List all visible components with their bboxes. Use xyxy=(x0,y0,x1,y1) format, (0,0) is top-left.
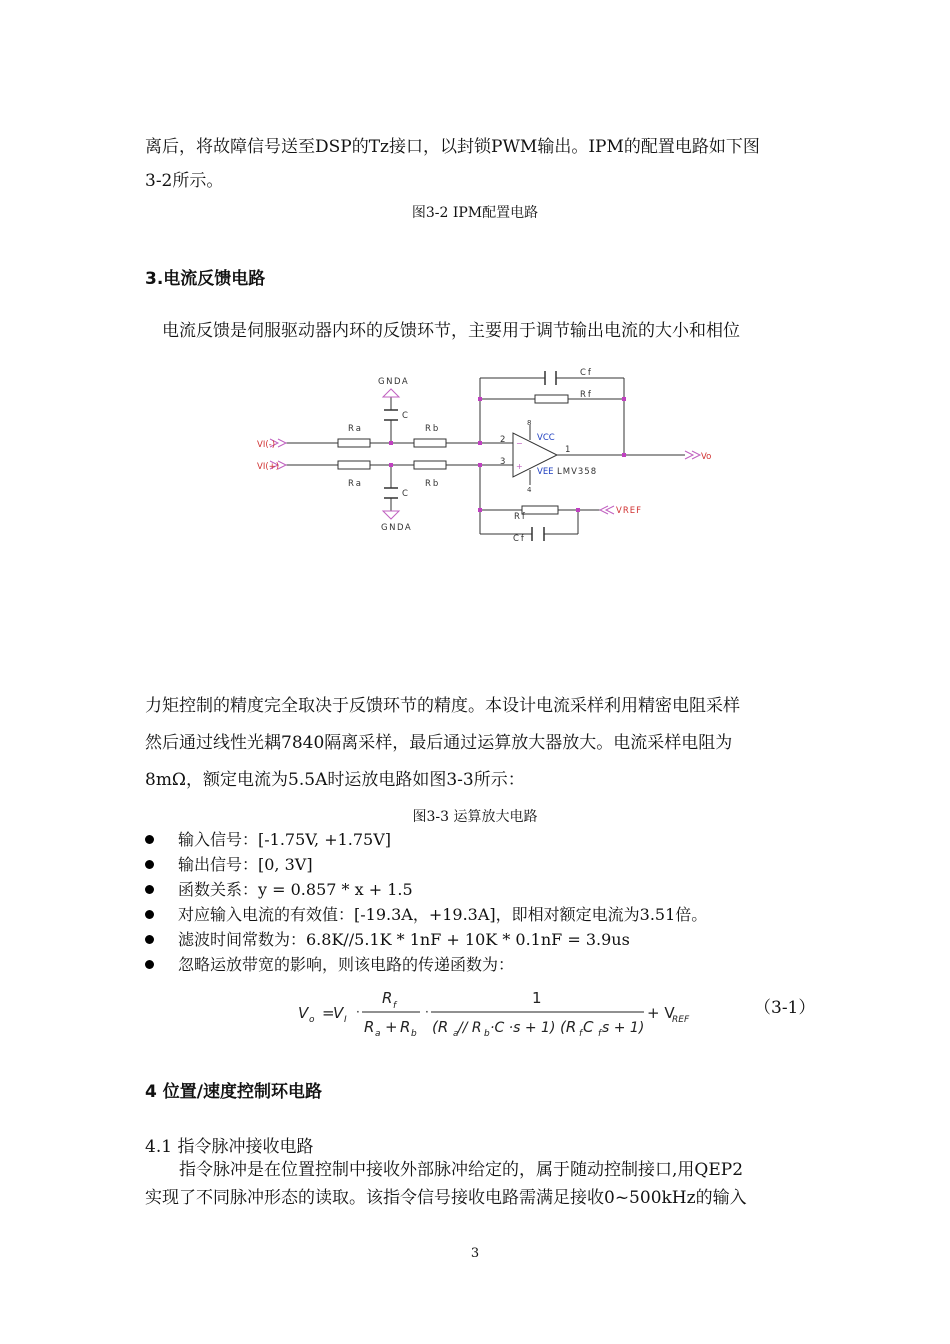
list-item: 函数关系：y = 0.857 * x + 1.5 xyxy=(145,877,707,902)
eq-vref-sub: REF xyxy=(672,1015,690,1025)
gnda-top-symbol xyxy=(383,389,399,397)
eq-ra-sub: a xyxy=(375,1029,381,1039)
resistor-ra-bottom xyxy=(338,461,370,469)
bullet-dot xyxy=(145,860,154,869)
rb-top-label: Rb xyxy=(425,424,441,434)
gnda-top-label: GNDA xyxy=(378,377,410,387)
eq-den3-cf: f xyxy=(598,1029,602,1039)
vo-label: Vo xyxy=(701,452,712,462)
eq-den3-c: C xyxy=(583,1018,594,1036)
page-number: 3 xyxy=(470,1246,480,1261)
list-item: 输入信号：[-1.75V, +1.75V] xyxy=(145,827,707,852)
section-4-1-line-2: 实现了不同脉冲形态的读取。该指令信号接收电路需满足接收0~500kHz的输入 xyxy=(145,1188,747,1208)
figure-3-3-caption: 图3-3 运算放大电路 xyxy=(412,809,538,825)
opamp-minus-sign: − xyxy=(516,439,523,448)
opamp-plus-sign: + xyxy=(516,462,523,471)
eq-vo: V xyxy=(298,1004,309,1022)
resistor-rb-top xyxy=(414,439,446,447)
gnda-bottom-symbol xyxy=(383,511,399,519)
eq-rf-sub: f xyxy=(393,1001,397,1011)
eq-den2-c: ·C ·s + 1) xyxy=(490,1020,556,1036)
body-paragraph xyxy=(145,688,810,799)
rb-bottom-label: Rb xyxy=(425,479,441,489)
vo-arrow xyxy=(685,451,693,459)
bullet-dot xyxy=(145,885,154,894)
body-line-2: 然后通过线性光耦7840隔离采样，最后通过运算放大器放大。电流采样电阻为 xyxy=(145,733,733,753)
pin-8-label: 8 xyxy=(527,419,532,427)
vee-label: VEE xyxy=(537,467,554,477)
intro-paragraph xyxy=(145,130,810,198)
eq-vi-sub: I xyxy=(344,1015,347,1025)
section-4-heading: 4 位置/速度控制环电路 xyxy=(145,1082,322,1102)
eq-plus: + xyxy=(385,1018,398,1036)
section-4-1-paragraph xyxy=(145,1156,810,1212)
current-feedback-schematic xyxy=(250,360,730,560)
eq-ra: R xyxy=(364,1018,375,1036)
resistor-rb-bottom xyxy=(414,461,446,469)
intro-line-1: 离后，将故障信号送至DSP的Tz接口，以封锁PWM输出。IPM的配置电路如下图 xyxy=(145,137,760,157)
pin-4-label: 4 xyxy=(527,486,532,494)
pin-1-label: 1 xyxy=(565,445,571,455)
list-item: 对应输入电流的有效值：[-19.3A，+19.3A]，即相对额定电流为3.51倍。 xyxy=(145,902,707,927)
body-line-3: 8mΩ，额定电流为5.5A时运放电路如图3-3所示： xyxy=(145,770,525,790)
vref-label: VREF xyxy=(616,506,642,516)
eq-dot-2: · xyxy=(425,1005,429,1019)
eq-den3-end: s + 1) xyxy=(602,1020,645,1036)
vcc-label: VCC xyxy=(537,433,555,443)
eq-den3: (R xyxy=(560,1018,577,1036)
vi-plus-label: VI(+) xyxy=(257,462,280,472)
eq-den2: (R xyxy=(432,1018,449,1036)
body-line-1: 力矩控制的精度完全取决于反馈环节的精度。本设计电流采样利用精密电阻采样 xyxy=(145,696,740,716)
section-3-heading: 3.电流反馈电路 xyxy=(145,269,266,289)
bullet-dot xyxy=(145,835,154,844)
intro-line-2: 3-2所示。 xyxy=(145,171,224,191)
section-4-1-heading: 4.1 指令脉冲接收电路 xyxy=(145,1137,314,1157)
section-4-1-line-1: 指令脉冲是在位置控制中接收外部脉冲给定的，属于随动控制接口,用QEP2 xyxy=(179,1160,744,1180)
bullet-dot xyxy=(145,910,154,919)
c-bottom-label: C xyxy=(402,489,408,499)
equation-number: （3-1） xyxy=(754,998,816,1018)
resistor-rf-top xyxy=(535,395,568,403)
c-top-label: C xyxy=(402,411,408,421)
eq-rf: R xyxy=(382,989,393,1007)
eq-den2-a: a xyxy=(453,1029,459,1039)
eq-den2-b: b xyxy=(484,1029,490,1039)
ra-top-label: Ra xyxy=(348,424,363,434)
eq-vi: V xyxy=(333,1004,344,1022)
pin-3-label: 3 xyxy=(500,457,506,467)
ra-bottom-label: Ra xyxy=(348,479,363,489)
rf-top-label: Rf xyxy=(580,390,593,400)
section-3-intro: 电流反馈是伺服驱动器内环的反馈环节，主要用于调节输出电流的大小和相位 xyxy=(162,321,740,341)
list-item: 忽略运放带宽的影响，则该电路的传递函数为： xyxy=(145,952,707,977)
eq-rb-sub: b xyxy=(411,1029,417,1039)
eq-plus-vref: + V xyxy=(647,1004,675,1022)
eq-den2-par: // R xyxy=(458,1020,482,1036)
cf-top-label: Cf xyxy=(580,368,593,378)
gnda-bottom-label: GNDA xyxy=(381,523,413,533)
bullet-dot xyxy=(145,960,154,969)
figure-3-2-caption: 图3-2 IPM配置电路 xyxy=(411,205,539,221)
pin-2-label: 2 xyxy=(500,435,506,445)
resistor-rf-bottom xyxy=(522,506,558,514)
rf-bottom-label: Rf xyxy=(514,512,527,522)
transfer-function-equation xyxy=(290,985,820,1045)
vi-minus-label: VI(-) xyxy=(257,440,276,450)
eq-vo-sub: o xyxy=(309,1015,315,1025)
list-item: 输出信号：[0, 3V] xyxy=(145,852,707,877)
spec-bullet-list xyxy=(145,827,707,977)
eq-den3-f: f xyxy=(579,1029,583,1039)
cf-bottom-label: Cf xyxy=(513,534,526,544)
eq-equals: = xyxy=(322,1004,335,1022)
eq-one: 1 xyxy=(532,989,542,1007)
eq-dot-1: · xyxy=(356,1005,360,1019)
bullet-dot xyxy=(145,935,154,944)
list-item: 滤波时间常数为：6.8K//5.1K * 1nF + 10K * 0.1nF = 3.9us xyxy=(145,927,707,952)
resistor-ra-top xyxy=(338,439,370,447)
eq-rb: R xyxy=(400,1018,411,1036)
opamp-label: LMV358 xyxy=(557,467,598,477)
